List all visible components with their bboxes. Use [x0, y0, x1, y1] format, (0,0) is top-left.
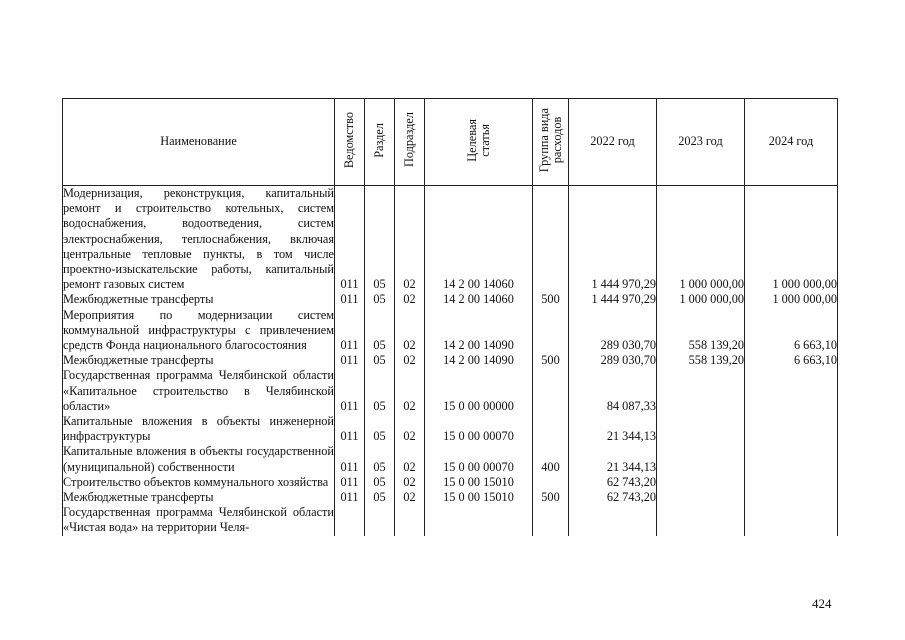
table-row [63, 414, 838, 444]
row-podrazdel: 02 [395, 353, 425, 368]
row-2023 [657, 505, 745, 535]
row-2022: 289 030,70 [569, 308, 657, 354]
row-razdel: 05 [365, 353, 395, 368]
row-name: Межбюджетные трансферты [63, 353, 335, 368]
table-body [63, 186, 838, 536]
row-2024: 6 663,10 [745, 353, 838, 368]
row-razdel: 05 [365, 444, 395, 474]
row-2023: 558 139,20 [657, 308, 745, 354]
row-2022: 21 344,13 [569, 444, 657, 474]
budget-table [62, 98, 838, 536]
row-gruppa [533, 368, 569, 414]
row-2024: 1 000 000,00 [745, 186, 838, 293]
row-celevaya-statya: 14 2 00 14090 [425, 308, 533, 354]
row-gruppa [533, 186, 569, 293]
row-name: Государственная программа Челябинской области «Чистая вода» на территории Челя- [63, 505, 334, 535]
row-vedomstvo: 011 [335, 475, 365, 490]
row-razdel: 05 [365, 368, 395, 414]
row-podrazdel: 02 [395, 444, 425, 474]
row-name: Капитальные вложения в объекты государственной (муниципальной) собственности [63, 444, 334, 474]
row-vedomstvo: 011 [335, 292, 365, 307]
row-2024 [745, 505, 838, 535]
row-razdel: 05 [365, 475, 395, 490]
row-2023 [657, 444, 745, 474]
row-2023 [657, 490, 745, 505]
row-podrazdel [395, 505, 425, 535]
row-2023 [657, 368, 745, 414]
row-celevaya-statya: 15 0 00 15010 [425, 475, 533, 490]
header-2022: 2022 год [569, 99, 657, 186]
row-podrazdel: 02 [395, 414, 425, 444]
row-podrazdel: 02 [395, 475, 425, 490]
row-2022: 1 444 970,29 [569, 186, 657, 293]
row-2023: 558 139,20 [657, 353, 745, 368]
row-celevaya-statya: 15 0 00 00070 [425, 414, 533, 444]
row-2022 [569, 505, 657, 535]
row-2022: 1 444 970,29 [569, 292, 657, 307]
header-2024: 2024 год [745, 99, 838, 186]
header-2023: 2023 год [657, 99, 745, 186]
row-2022: 289 030,70 [569, 353, 657, 368]
row-2024 [745, 475, 838, 490]
header-name: Наименование [63, 99, 335, 186]
row-vedomstvo: 011 [335, 414, 365, 444]
row-2022: 84 087,33 [569, 368, 657, 414]
row-name: Межбюджетные трансферты [63, 292, 335, 307]
row-razdel [365, 505, 395, 535]
row-vedomstvo [335, 505, 365, 535]
row-vedomstvo: 011 [335, 308, 365, 354]
row-podrazdel: 02 [395, 308, 425, 354]
row-celevaya-statya: 14 2 00 14090 [425, 353, 533, 368]
row-2024 [745, 490, 838, 505]
row-vedomstvo: 011 [335, 444, 365, 474]
row-vedomstvo: 011 [335, 368, 365, 414]
row-celevaya-statya: 14 2 00 14060 [425, 292, 533, 307]
row-celevaya-statya [425, 505, 533, 535]
row-celevaya-statya: 15 0 00 00000 [425, 368, 533, 414]
row-name: Капитальные вложения в объекты инженерной инфраструктуры [63, 414, 334, 444]
row-2022: 21 344,13 [569, 414, 657, 444]
row-vedomstvo: 011 [335, 353, 365, 368]
table-row [63, 186, 838, 293]
row-podrazdel: 02 [395, 186, 425, 293]
row-razdel: 05 [365, 292, 395, 307]
table-row [63, 292, 838, 307]
page-number: 424 [812, 596, 832, 611]
table-header [63, 99, 838, 186]
row-podrazdel: 02 [395, 490, 425, 505]
row-podrazdel: 02 [395, 368, 425, 414]
row-name: Государственная программа Челябинской области «Капитальное строительство в Челябинской области» [63, 368, 334, 413]
row-name: Межбюджетные трансферты [63, 490, 335, 505]
row-2024 [745, 414, 838, 444]
row-razdel: 05 [365, 490, 395, 505]
row-name: Строительство объектов коммунального хозяйства [63, 475, 335, 490]
row-vedomstvo: 011 [335, 186, 365, 293]
header-vedomstvo: Ведомство [335, 99, 365, 186]
row-razdel: 05 [365, 186, 395, 293]
row-2023 [657, 475, 745, 490]
table-row [63, 368, 838, 414]
row-gruppa: 500 [533, 292, 569, 307]
row-gruppa [533, 414, 569, 444]
row-2023: 1 000 000,00 [657, 186, 745, 293]
header-gruppa-vida-rashodov: Группа вида расходов [533, 99, 569, 186]
row-2024 [745, 444, 838, 474]
row-gruppa: 500 [533, 353, 569, 368]
row-gruppa [533, 308, 569, 354]
row-celevaya-statya: 14 2 00 14060 [425, 186, 533, 293]
table-row [63, 308, 838, 354]
table-row [63, 353, 838, 368]
row-gruppa: 400 [533, 444, 569, 474]
row-gruppa: 500 [533, 490, 569, 505]
row-vedomstvo: 011 [335, 490, 365, 505]
row-celevaya-statya: 15 0 00 15010 [425, 490, 533, 505]
row-2024: 6 663,10 [745, 308, 838, 354]
row-celevaya-statya: 15 0 00 00070 [425, 444, 533, 474]
row-name: Мероприятия по модернизации систем коммунальной инфраструктуры с привлечением средств Фонда национального благосостояния [63, 307, 334, 353]
table-row [63, 505, 838, 535]
header-podrazdel: Подраздел [395, 99, 425, 186]
row-gruppa [533, 475, 569, 490]
row-2023 [657, 414, 745, 444]
row-2023: 1 000 000,00 [657, 292, 745, 307]
header-razdel: Раздел [365, 99, 395, 186]
table-row [63, 490, 838, 505]
row-name: Модернизация, реконструкция, капитальный ремонт и строительство котельных, систем водоснабжения, водоотведения, систем электроснабжения, теплоснабжения, включая центральные тепловые пункты, в том числе проектно-изыскательские работы, капитальный ремонт газовых систем [63, 186, 334, 292]
header-celevaya-statya: Целевая статья [425, 99, 533, 186]
table-row [63, 475, 838, 490]
row-razdel: 05 [365, 308, 395, 354]
row-podrazdel: 02 [395, 292, 425, 307]
row-2022: 62 743,20 [569, 490, 657, 505]
row-2024 [745, 368, 838, 414]
row-2022: 62 743,20 [569, 475, 657, 490]
row-razdel: 05 [365, 414, 395, 444]
table-row [63, 444, 838, 474]
row-2024: 1 000 000,00 [745, 292, 838, 307]
row-gruppa [533, 505, 569, 535]
